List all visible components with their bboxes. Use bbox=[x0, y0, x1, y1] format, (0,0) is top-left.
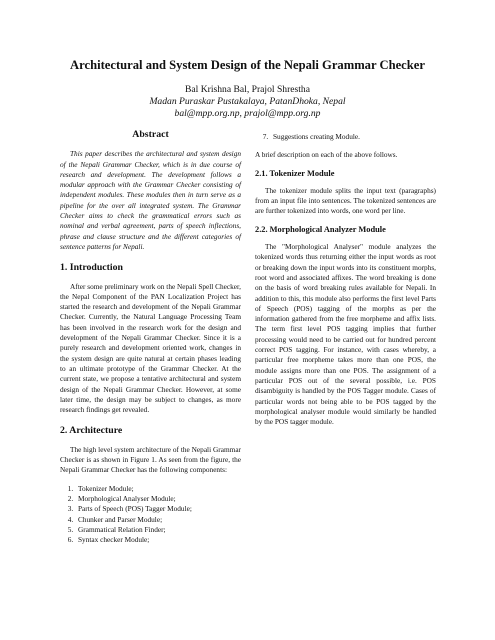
abstract-text: This paper describes the architectural and system design of the Nepali Grammar Checker, which is in due course of research and development. The development follows a modular approach with the Grammar Checker consisting of independent modules. These modules then in turn serve as a pipeline for the over all integrated system. The Grammar Checker aims to check the grammatical errors such as nominal and verbal agreement, parts of speech inflections, phrase and clause structure and the different categories of sentence patterns for Nepali. bbox=[60, 149, 241, 251]
list-item: 6. Syntax checker Module; bbox=[75, 535, 241, 545]
left-column bbox=[60, 130, 241, 545]
list-item: 1. Tokenizer Module; bbox=[75, 484, 241, 494]
component-list bbox=[60, 484, 241, 546]
abstract-heading: Abstract bbox=[132, 129, 169, 140]
paper-title: Architectural and System Design of the Nepali Grammar Checker bbox=[70, 58, 425, 72]
morph-heading: 2.2. Morphological Analyzer Module bbox=[255, 224, 386, 234]
list-item: 7. Suggestions creating Module. bbox=[270, 132, 436, 142]
author-emails: bal@mpp.org.np, prajol@mpp.org.np bbox=[174, 108, 321, 119]
tokenizer-heading: 2.1. Tokenizer Module bbox=[255, 168, 335, 178]
brief-description: A brief description on each of the above follows. bbox=[255, 150, 398, 160]
list-item: 4. Chunker and Parser Module; bbox=[75, 515, 241, 525]
list-item: 5. Grammatical Relation Finder; bbox=[75, 525, 241, 535]
author-names: Bal Krishna Bal, Prajol Shrestha bbox=[185, 84, 310, 95]
morph-paragraph: The "Morphological Analyser" module analyzes the tokenized words thus returning either the input words as root or breaking down the input words into its constituent morphs, root word and associated affixes. The word breaking is done on the basis of word breaking rules available for Nepali. In addition to this, this module also performs the first level Parts of Speech (POS) tagging of the morphs as per the information gathered from the free morpheme and affix lists. The term first level POS tagging implies that further processing would need to be carried out for hundred percent correct POS tagging. For instance, with cases whereby, a particular free morpheme takes more than one POS, the module assigns more than one POS. The assignment of a particular POS out of the several possible, i.e. POS disambiguity is handled by the POS Tagger module. Cases of particular words not being able to be POS tagged by the morphological analyser module would similarly be handled by the POS tagger module. bbox=[255, 242, 436, 427]
right-column bbox=[255, 132, 436, 435]
author-block bbox=[0, 84, 495, 120]
intro-heading: 1. Introduction bbox=[60, 262, 123, 274]
architecture-heading: 2. Architecture bbox=[60, 425, 123, 437]
architecture-paragraph: The high level system architecture of the Nepali Grammar Checker is as shown in Figure 1. As seen from the figure, the Nepali Grammar Checker has the following components: bbox=[60, 444, 241, 475]
tokenizer-paragraph: The tokenizer module splits the input text (paragraphs) from an input file into sentences. The tokenized sentences are are further tokenized into words, one word per line. bbox=[255, 185, 436, 216]
intro-paragraph: After some preliminary work on the Nepali Spell Checker, the Nepal Component of the PAN Localization Project has started the research and development of the Nepali Grammar Checker. Currently, the Natural Language Processing Team has been involved in the research work for the design and development of the Nepali Grammar Checker. Since it is a purely research and development oriented work, changes in the system design are quite natural at certain phases leading to an ultimate prototype of the Grammar Checker. At the current state, we propose a tentative architectural and system design of the Nepali Grammar Checker. However, at some later time, the design may be subject to changes, as more research findings get revealed. bbox=[60, 281, 241, 415]
affiliation: Madan Puraskar Pustakalaya, PatanDhoka, Nepal bbox=[149, 96, 346, 107]
list-item: 3. Parts of Speech (POS) Tagger Module; bbox=[75, 504, 241, 514]
list-item: 2. Morphological Analyser Module; bbox=[75, 494, 241, 504]
component-list-continued bbox=[255, 132, 436, 142]
